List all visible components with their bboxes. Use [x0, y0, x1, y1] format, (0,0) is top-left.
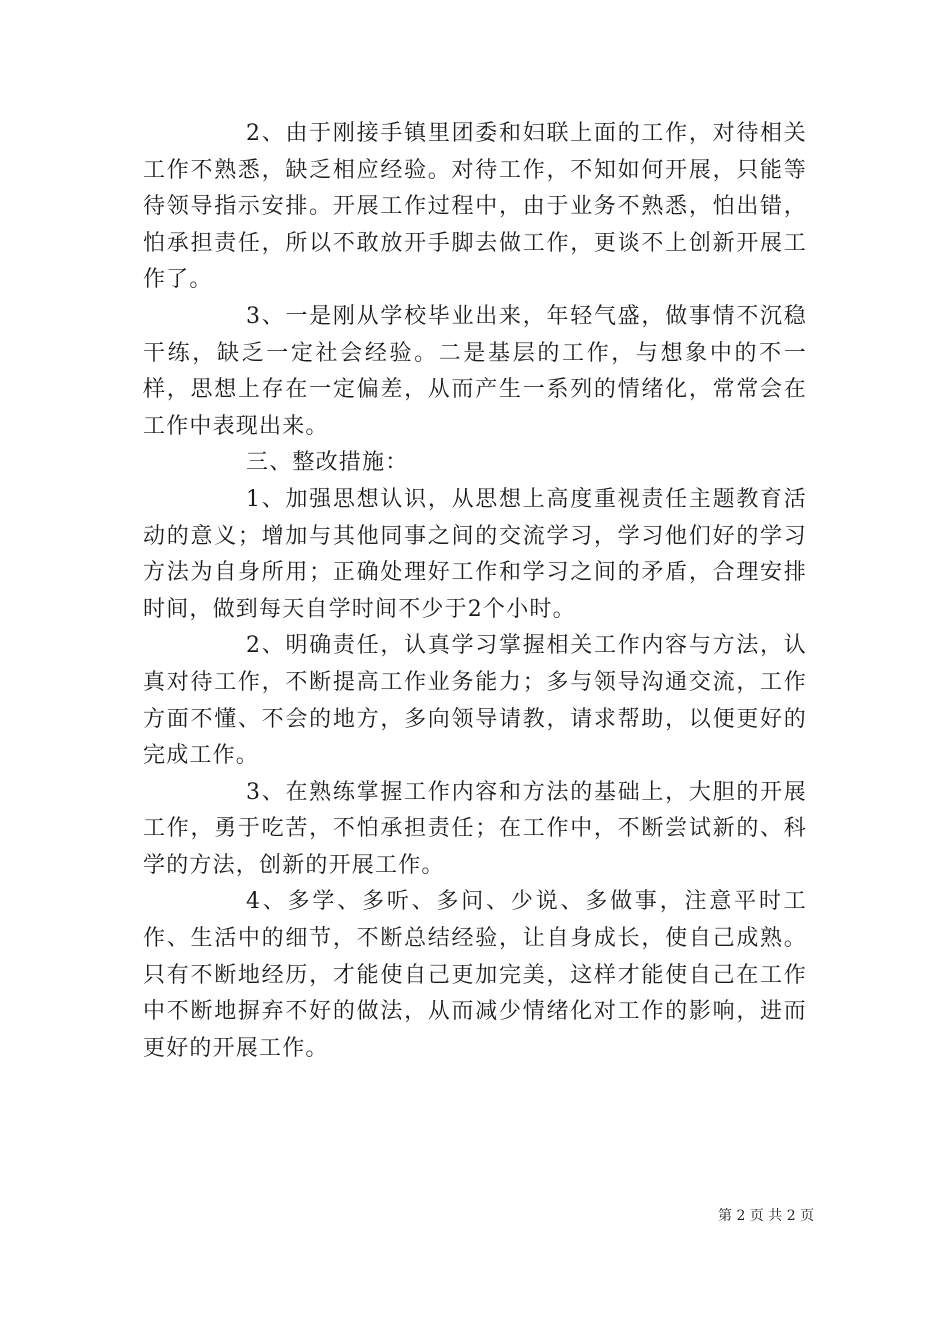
paragraph-measure-2: 2、明确责任，认真学习掌握相关工作内容与方法，认真对待工作，不断提高工作业务能力；多与领导沟通交流，工作方面不懂、不会的地方，多向领导请教，请求帮助，以便更好的完成工作。 [143, 633, 807, 769]
document-body [143, 116, 807, 1067]
paragraph-measure-4: 4、多学、多听、多问、少说、多做事，注意平时工作、生活中的细节，不断总结经验，让自身成长，使自己成熟。只有不断地经历，才能使自己更加完美，这样才能使自己在工作中不断地摒弃不好的做法，从而减少情绪化对工作的影响，进而更好的开展工作。 [143, 889, 807, 1061]
paragraph-measure-1: 1、加强思想认识，从思想上高度重视责任主题教育活动的意义；增加与其他同事之间的交流学习，学习他们好的学习方法为自身所用；正确处理好工作和学习之间的矛盾，合理安排时间，做到每天自学时间不少于2个小时。 [143, 486, 807, 622]
paragraph-cause-2: 2、由于刚接手镇里团委和妇联上面的工作，对待相关工作不熟悉，缺乏相应经验。对待工作，不知如何开展，只能等待领导指示安排。开展工作过程中，由于业务不熟悉，怕出错，怕承担责任，所以不敢放开手脚去做工作，更谈不上创新开展工作了。 [143, 121, 807, 293]
page-number-footer: 第 2 页 共 2 页 [718, 1208, 815, 1224]
section-heading-measures: 三、整改措施： [246, 450, 409, 476]
paragraph-cause-3: 3、一是刚从学校毕业出来，年轻气盛，做事情不沉稳干练，缺乏一定社会经验。二是基层的工作，与想象中的不一样，思想上存在一定偏差，从而产生一系列的情绪化，常常会在工作中表现出来。 [143, 303, 807, 439]
paragraph-measure-3: 3、在熟练掌握工作内容和方法的基础上，大胆的开展工作，勇于吃苦，不怕承担责任；在工作中，不断尝试新的、科学的方法，创新的开展工作。 [143, 779, 807, 878]
